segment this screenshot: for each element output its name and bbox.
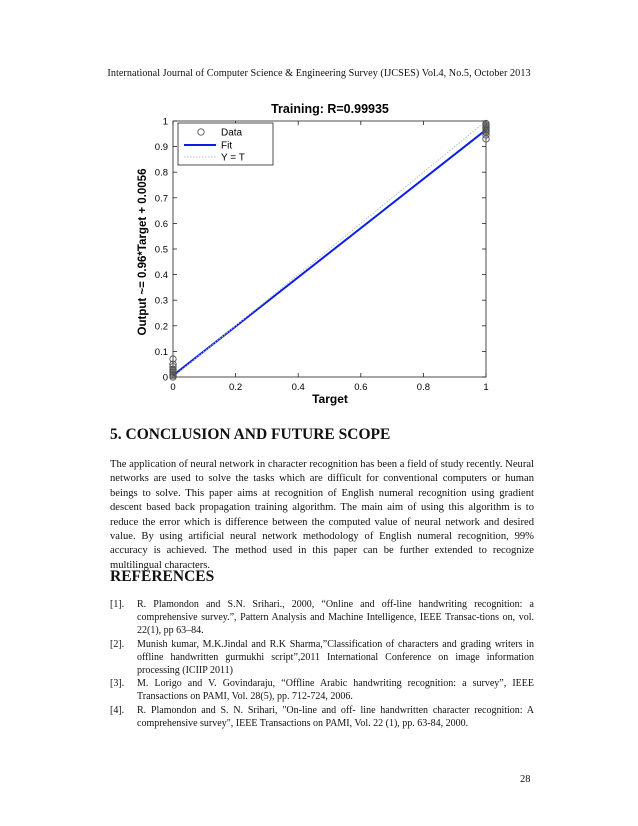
chart-legend	[178, 123, 273, 165]
reference-item	[110, 638, 534, 678]
y-tick-label: 0.9	[154, 142, 168, 154]
y-tick-label: 1	[162, 116, 168, 128]
y-tick-label: 0.4	[154, 270, 168, 282]
y-tick-label: 0.1	[154, 346, 168, 358]
legend-data-label: Data	[221, 127, 243, 139]
y-tick-label: 0.2	[154, 321, 168, 333]
reference-item	[110, 598, 534, 638]
reference-text: R. Plamondon and S. N. Srihari, "On-line and off- line handwritten character recognition: A comprehensive survey", IEEE Transactions on PAMI, Vol. 22 (1), pp. 63-84, 2000.	[137, 704, 534, 729]
reference-item	[110, 704, 534, 730]
reference-number: [3].	[110, 678, 125, 690]
y-tick-label: 0.5	[154, 244, 168, 256]
chart-title: Training: R=0.99935	[271, 102, 389, 116]
y-tick-label: 0.3	[154, 295, 168, 307]
y-tick-label: 0.8	[154, 167, 168, 179]
y-tick-label: 0.7	[154, 193, 168, 205]
reference-number: [2].	[110, 638, 125, 650]
references-title: REFERENCES	[110, 568, 215, 585]
x-tick-label: 0	[170, 382, 176, 393]
references-list	[110, 598, 534, 730]
x-tick-label: 0.8	[416, 382, 431, 393]
regression-chart	[0, 90, 638, 420]
x-tick-label: 0.4	[291, 382, 305, 393]
x-axis-label: Target	[312, 392, 348, 406]
y-tick-label: 0	[162, 372, 168, 384]
section-title: 5. CONCLUSION AND FUTURE SCOPE	[110, 426, 391, 443]
y-axis-label: Output ~= 0.96*Target + 0.0056	[137, 168, 149, 336]
x-tick-label: 0.2	[228, 382, 243, 393]
reference-item	[110, 677, 534, 703]
x-tick-label: 0.6	[354, 382, 368, 393]
reference-text: Munish kumar, M.K.Jindal and R.K Sharma,”Classification of characters and grading writers in offline handwritten gurmukhi script”,2011 International Conference on image information processing (ICIIP 2011)	[137, 638, 534, 677]
x-tick-label: 1	[483, 382, 489, 393]
journal-header: International Journal of Computer Science & Engineering Survey (IJCSES) Vol.4, No.5, October 2013	[107, 68, 531, 79]
reference-text: R. Plamondon and S.N. Srihari., 2000, “Online and off-line handwriting recognition: a comprehensive survey.”, Pattern Analysis and Machine Intelligence, IEEE Transac-tions on, vol. 22(1), pp 63–84.	[137, 599, 534, 637]
reference-text: M. Lorigo and V. Govindaraju, “Offline Arabic handwriting recognition: a survey”, IEEE Transactions on PAMI, Vol. 28(5), pp. 712-724, 2006.	[137, 678, 534, 703]
reference-number: [1].	[110, 599, 125, 610]
reference-number: [4].	[110, 704, 125, 716]
y-tick-label: 0.6	[154, 218, 168, 230]
conclusion-paragraph: The application of neural network in character recognition has been a field of study recently. Neural networks are used to solve the tasks which are difficult for conventional computers or human beings to solve. This paper aims at recognition of English numeral recognition using gradient descent based back propagation training algorithm. The main aim of using this algorithm is to reduce the error which is difference between the computed value of neural network and desired value. By using artificial neural network methodology of English numeral recognition, 99% accuracy is achieved. The method used in this paper can be further extended to recognize multilingual characters.	[110, 459, 534, 571]
legend-fit-label: Fit	[221, 140, 233, 152]
legend-yt-label: Y = T	[221, 152, 245, 164]
page-number: 28	[520, 774, 531, 785]
